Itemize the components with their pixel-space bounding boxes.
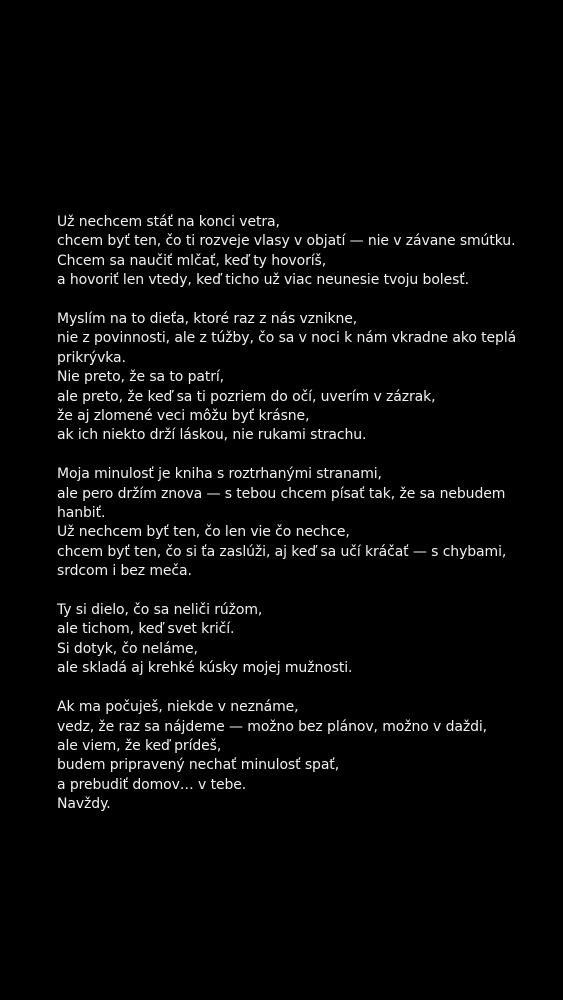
poem-line: ale tichom, keď svet kričí. xyxy=(57,621,235,638)
poem-line: a hovoriť len vtedy, keď ticho už viac neunesie tvoju bolesť. xyxy=(57,272,470,289)
poem-line: ale preto, že keď sa ti pozriem do očí, uverím v zázrak, xyxy=(57,388,436,405)
poem-line: Už nechcem stáť na konci vetra, xyxy=(57,214,280,230)
poem-text xyxy=(57,213,557,834)
poem-line: ale skladá aj krehké kúsky mojej mužnosti. xyxy=(57,660,353,677)
poem-line: že aj zlomené veci môžu byť krásne, xyxy=(57,408,310,425)
poem-line: chcem byť ten, čo si ťa zaslúži, aj keď sa učí kráčať — s chybami, srdcom i bez meča. xyxy=(57,543,507,580)
poem-line: Chcem sa naučiť mlčať, keď ty hovoríš, xyxy=(57,252,327,269)
poem-line: chcem byť ten, čo ti rozveje vlasy v objatí — nie v závane smútku. xyxy=(57,233,516,250)
poem-line: a prebudiť domov… v tebe. xyxy=(57,776,247,793)
poem-stanza xyxy=(57,213,557,291)
poem-stanza xyxy=(57,465,557,581)
poem-line: Si dotyk, čo neláme, xyxy=(57,640,198,657)
poem-line: Ty si dielo, čo sa neliči rúžom, xyxy=(57,602,263,619)
poem-line: Navždy. xyxy=(57,796,111,813)
poem-line: Nie preto, že sa to patrí, xyxy=(57,369,225,386)
poem-line: Už nechcem byť ten, čo len vie čo nechce, xyxy=(57,524,350,541)
poem-stanza xyxy=(57,601,557,679)
poem-line: Moja minulosť je kniha s roztrhanými stranami, xyxy=(57,466,382,483)
poem-line: nie z povinnosti, ale z túžby, čo sa v noci k nám vkradne ako teplá prikrývka. xyxy=(57,330,517,366)
poem-stanza xyxy=(57,310,557,446)
poem-line: vedz, že raz sa nájdeme — možno bez plánov, možno v daždi, xyxy=(57,718,488,735)
poem-line: ak ich niekto drží láskou, nie rukami strachu. xyxy=(57,427,367,444)
poem-stanza xyxy=(57,698,557,814)
poem-line: budem pripravený nechať minulosť spať, xyxy=(57,757,340,774)
poem-line: ale pero držím znova — s tebou chcem písať tak, že sa nebudem hanbiť. xyxy=(57,485,506,522)
poem-line: Ak ma počuješ, niekde v neznáme, xyxy=(57,699,299,716)
poem-line: ale viem, že keď prídeš, xyxy=(57,737,222,754)
poem-line: Myslím na to dieťa, ktoré raz z nás vznikne, xyxy=(57,311,358,328)
